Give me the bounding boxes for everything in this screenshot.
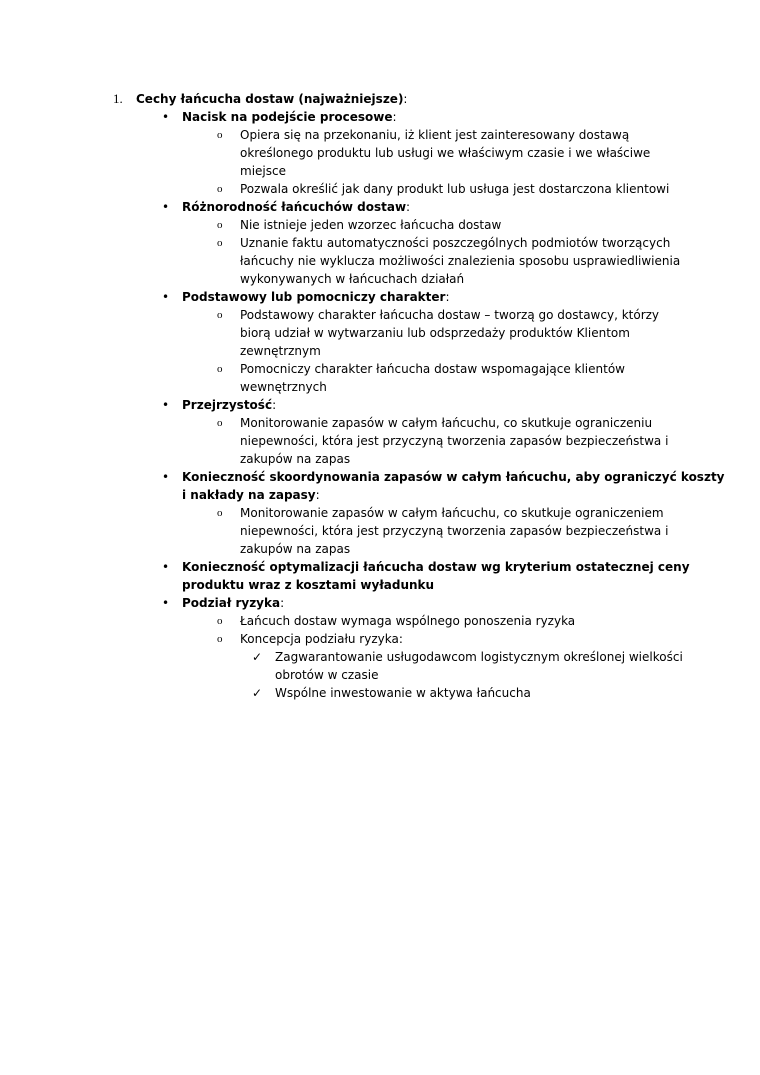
section-heading: Konieczność optymalizacji łańcucha dostaw wg kryterium ostatecznej ceny [182, 560, 690, 574]
circle-bullet-icon: o [217, 309, 223, 321]
point-text: Koncepcja podziału ryzyka: [240, 632, 403, 646]
list-title: Cechy łańcucha dostaw (najważniejsze): [136, 92, 408, 106]
point-text: Opiera się na przekonaniu, iż klient jest zainteresowany dostawą [240, 128, 630, 142]
circle-bullet-icon: o [217, 183, 223, 195]
point-text: wykonywanych w łańcuchach działań [240, 272, 465, 286]
circle-bullet-icon: o [217, 615, 223, 627]
point-text: zakupów na zapas [240, 542, 351, 556]
subpoint-text: Wspólne inwestowanie w aktywa łańcucha [275, 686, 531, 700]
point-text: określonego produktu lub usługi we właściwym czasie i we właściwe [240, 146, 651, 160]
point-text: Łańcuch dostaw wymaga wspólnego ponoszenia ryzyka [240, 614, 576, 628]
point-text: Pomocniczy charakter łańcucha dostaw wspomagające klientów [240, 362, 625, 376]
subpoint-text: Zagwarantowanie usługodawcom logistycznym określonej wielkości [275, 650, 683, 664]
section-heading: i nakłady na zapasy: [182, 488, 320, 502]
section-heading: Przejrzystość: [182, 398, 277, 412]
point-text: Nie istnieje jeden wzorzec łańcucha dostaw [240, 218, 502, 232]
circle-bullet-icon: o [217, 237, 223, 249]
bullet-icon: • [162, 200, 170, 214]
subpoint-text: obrotów w czasie [275, 668, 379, 682]
checkmark-icon: ✓ [252, 650, 263, 664]
section-heading: Konieczność skoordynowania zapasów w całym łańcuchu, aby ograniczyć koszty [182, 470, 725, 484]
circle-bullet-icon: o [217, 633, 223, 645]
point-text: zakupów na zapas [240, 452, 351, 466]
point-text: niepewności, która jest przyczyną tworzenia zapasów bezpieczeństwa i [240, 524, 669, 538]
bullet-icon: • [162, 470, 170, 484]
circle-bullet-icon: o [217, 219, 223, 231]
bullet-icon: • [162, 290, 170, 304]
point-text: miejsce [240, 164, 286, 178]
point-text: Podstawowy charakter łańcucha dostaw – tworzą go dostawcy, którzy [240, 308, 660, 322]
circle-bullet-icon: o [217, 129, 223, 141]
circle-bullet-icon: o [217, 363, 223, 375]
bullet-icon: • [162, 110, 170, 124]
point-text: niepewności, która jest przyczyną tworzenia zapasów bezpieczeństwa i [240, 434, 669, 448]
point-text: Uznanie faktu automatyczności poszczególnych podmiotów tworzących [240, 236, 671, 250]
bullet-icon: • [162, 398, 170, 412]
section-heading: produktu wraz z kosztami wyładunku [182, 578, 435, 592]
point-text: Monitorowanie zapasów w całym łańcuchu, co skutkuje ograniczeniu [240, 416, 653, 430]
section-heading: Nacisk na podejście procesowe: [182, 110, 397, 124]
list-number: 1. [113, 91, 123, 106]
point-text: zewnętrznym [240, 344, 321, 358]
point-text: Monitorowanie zapasów w całym łańcuchu, co skutkuje ograniczeniem [240, 506, 664, 520]
bullet-icon: • [162, 596, 170, 610]
point-text: Pozwala określić jak dany produkt lub usługa jest dostarczona klientowi [240, 182, 670, 196]
section-heading: Podział ryzyka: [182, 596, 285, 610]
section-heading: Podstawowy lub pomocniczy charakter: [182, 290, 450, 304]
bullet-icon: • [162, 560, 170, 574]
checkmark-icon: ✓ [252, 686, 263, 700]
point-text: łańcuchy nie wyklucza możliwości znalezienia sposobu usprawiedliwienia [240, 254, 681, 268]
circle-bullet-icon: o [217, 417, 223, 429]
point-text: wewnętrznych [240, 380, 327, 394]
section-heading: Różnorodność łańcuchów dostaw: [182, 200, 411, 214]
point-text: biorą udział w wytwarzaniu lub odsprzedaży produktów Klientom [240, 326, 630, 340]
circle-bullet-icon: o [217, 507, 223, 519]
